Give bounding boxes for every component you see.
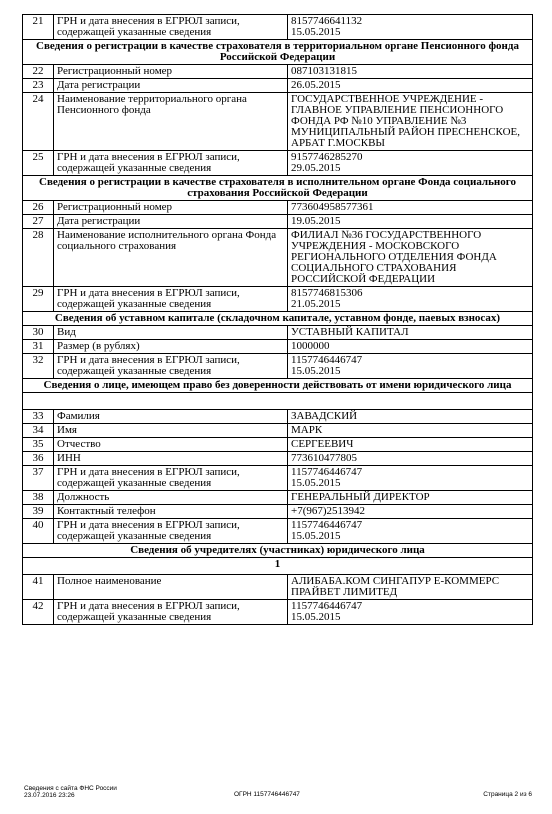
row-number: 40 — [23, 519, 54, 544]
row-number: 41 — [23, 575, 54, 600]
footer-source — [24, 785, 117, 799]
row-value: 8157746815306 21.05.2015 — [288, 287, 533, 312]
section-header-row — [23, 544, 533, 558]
row-value: ЗАВАДСКИЙ — [288, 410, 533, 424]
row-number: 25 — [23, 151, 54, 176]
footer-source-line1: Сведения с сайта ФНС России — [24, 785, 117, 792]
row-label: Дата регистрации — [54, 79, 288, 93]
row-label: Дата регистрации — [54, 215, 288, 229]
section-header-row — [23, 176, 533, 201]
table-row — [23, 79, 533, 93]
row-value: ФИЛИАЛ №36 ГОСУДАРСТВЕННОГО УЧРЕЖДЕНИЯ - МОСКОВСКОГО РЕГИОНАЛЬНОГО ОТДЕЛЕНИЯ ФОНДА СОЦИАЛЬНОГО СТРАХОВАНИЯ РОССИЙСКОЙ ФЕДЕРАЦИИ — [288, 229, 533, 287]
row-value: 087103131815 — [288, 65, 533, 79]
row-value: +7(967)2513942 — [288, 505, 533, 519]
row-label: Имя — [54, 424, 288, 438]
row-value: 8157746641132 15.05.2015 — [288, 15, 533, 40]
section-header-row — [23, 40, 533, 65]
row-number: 32 — [23, 354, 54, 379]
row-label: ГРН и дата внесения в ЕГРЮЛ записи, содержащей указанные сведения — [54, 466, 288, 491]
row-label: Отчество — [54, 438, 288, 452]
row-number: 37 — [23, 466, 54, 491]
table-row — [23, 452, 533, 466]
row-value: 773604958577361 — [288, 201, 533, 215]
table-row — [23, 151, 533, 176]
section-title: Сведения о регистрации в качестве страхователя в исполнительном органе Фонда социального страхования Российской Федерации — [23, 176, 533, 201]
table-row — [23, 215, 533, 229]
row-number: 31 — [23, 340, 54, 354]
section-header-row — [23, 379, 533, 393]
section-subheader-row — [23, 393, 533, 410]
row-label: Размер (в рублях) — [54, 340, 288, 354]
row-value: АЛИБАБА.КОМ СИНГАПУР Е-КОММЕРС ПРАЙВЕТ ЛИМИТЕД — [288, 575, 533, 600]
row-value: ГЕНЕРАЛЬНЫЙ ДИРЕКТОР — [288, 491, 533, 505]
row-value: 1000000 — [288, 340, 533, 354]
table-row — [23, 65, 533, 79]
row-number: 26 — [23, 201, 54, 215]
row-value: СЕРГЕЕВИЧ — [288, 438, 533, 452]
row-label: Регистрационный номер — [54, 65, 288, 79]
row-label: Должность — [54, 491, 288, 505]
section-title: Сведения о регистрации в качестве страхователя в территориальном органе Пенсионного фонда Российской Федерации — [23, 40, 533, 65]
row-label: Регистрационный номер — [54, 201, 288, 215]
row-value: ГОСУДАРСТВЕННОЕ УЧРЕЖДЕНИЕ - ГЛАВНОЕ УПРАВЛЕНИЕ ПЕНСИОННОГО ФОНДА РФ №10 УПРАВЛЕНИЕ №3 МУНИЦИПАЛЬНЫЙ РАЙОН ПРЕСНЕНСКОЕ, АРБАТ Г.МОСКВЫ — [288, 93, 533, 151]
footer-ogrn: ОГРН 1157746446747 — [234, 791, 300, 798]
table-row — [23, 491, 533, 505]
table-row — [23, 326, 533, 340]
row-value: УСТАВНЫЙ КАПИТАЛ — [288, 326, 533, 340]
row-label: ГРН и дата внесения в ЕГРЮЛ записи, содержащей указанные сведения — [54, 287, 288, 312]
row-value: 1157746446747 15.05.2015 — [288, 354, 533, 379]
row-value: 1157746446747 15.05.2015 — [288, 466, 533, 491]
row-label: Вид — [54, 326, 288, 340]
table-row — [23, 424, 533, 438]
row-label: Наименование территориального органа Пенсионного фонда — [54, 93, 288, 151]
row-label: ГРН и дата внесения в ЕГРЮЛ записи, содержащей указанные сведения — [54, 151, 288, 176]
row-label: ГРН и дата внесения в ЕГРЮЛ записи, содержащей указанные сведения — [54, 519, 288, 544]
row-label: Наименование исполнительного органа Фонда социального страхования — [54, 229, 288, 287]
footer-source-line2: 23.07.2016 23:26 — [24, 792, 75, 799]
row-value: 773610477805 — [288, 452, 533, 466]
row-number: 27 — [23, 215, 54, 229]
table-row — [23, 93, 533, 151]
table-row — [23, 354, 533, 379]
row-number: 29 — [23, 287, 54, 312]
row-number: 34 — [23, 424, 54, 438]
section-subheader — [23, 393, 533, 410]
row-number: 39 — [23, 505, 54, 519]
row-value: 26.05.2015 — [288, 79, 533, 93]
table-row — [23, 15, 533, 40]
row-number: 24 — [23, 93, 54, 151]
table-row — [23, 600, 533, 625]
row-label: Фамилия — [54, 410, 288, 424]
row-number: 35 — [23, 438, 54, 452]
row-number: 23 — [23, 79, 54, 93]
table-row — [23, 575, 533, 600]
row-label: ГРН и дата внесения в ЕГРЮЛ записи, содержащей указанные сведения — [54, 354, 288, 379]
table-row — [23, 340, 533, 354]
table-row — [23, 519, 533, 544]
row-label: Полное наименование — [54, 575, 288, 600]
table-row — [23, 438, 533, 452]
table-row — [23, 229, 533, 287]
section-title: Сведения об учредителях (участниках) юридического лица — [23, 544, 533, 558]
row-number: 30 — [23, 326, 54, 340]
section-title: Сведения о лице, имеющем право без доверенности действовать от имени юридического лица — [23, 379, 533, 393]
egrul-extract-table — [22, 14, 533, 625]
row-value: МАРК — [288, 424, 533, 438]
table-row — [23, 505, 533, 519]
row-number: 21 — [23, 15, 54, 40]
row-number: 38 — [23, 491, 54, 505]
row-value: 1157746446747 15.05.2015 — [288, 600, 533, 625]
row-number: 28 — [23, 229, 54, 287]
row-label: Контактный телефон — [54, 505, 288, 519]
table-row — [23, 287, 533, 312]
row-value: 9157746285270 29.05.2015 — [288, 151, 533, 176]
section-title: Сведения об уставном капитале (складочном капитале, уставном фонде, паевых взносах) — [23, 312, 533, 326]
section-subheader-row — [23, 558, 533, 575]
table-row — [23, 466, 533, 491]
table-row — [23, 410, 533, 424]
row-number: 42 — [23, 600, 54, 625]
row-number: 33 — [23, 410, 54, 424]
row-value: 19.05.2015 — [288, 215, 533, 229]
row-label: ГРН и дата внесения в ЕГРЮЛ записи, содержащей указанные сведения — [54, 15, 288, 40]
row-number: 22 — [23, 65, 54, 79]
section-header-row — [23, 312, 533, 326]
row-label: ГРН и дата внесения в ЕГРЮЛ записи, содержащей указанные сведения — [54, 600, 288, 625]
section-subheader: 1 — [23, 558, 533, 575]
row-label: ИНН — [54, 452, 288, 466]
row-value: 1157746446747 15.05.2015 — [288, 519, 533, 544]
row-number: 36 — [23, 452, 54, 466]
table-row — [23, 201, 533, 215]
footer-page-number: Страница 2 из 6 — [483, 791, 532, 798]
